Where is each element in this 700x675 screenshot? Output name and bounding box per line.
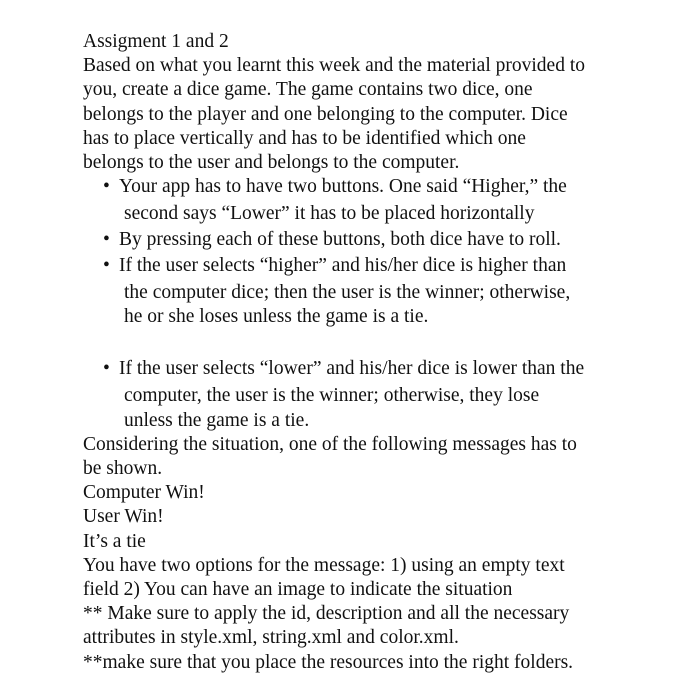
message-option: It’s a tie (83, 530, 146, 552)
intro-line: belongs to the user and belongs to the computer. (83, 151, 460, 173)
message-option: Computer Win! (83, 482, 205, 504)
bullet-text: Your app has to have two buttons. One said “Higher,” the (119, 176, 567, 198)
intro-line: you, create a dice game. The game contains two dice, one (83, 79, 533, 101)
intro-line: belongs to the player and one belonging to the computer. Dice (83, 103, 568, 125)
bullet-text: If the user selects “higher” and his/her dice is higher than (119, 254, 567, 276)
bullet-continuation: the computer dice; then the user is the winner; otherwise, (124, 281, 571, 303)
note-line: attributes in style.xml, string.xml and color.xml. (83, 627, 459, 649)
paragraph-gap (83, 329, 643, 354)
bullet-icon: • (103, 176, 110, 198)
body-line: be shown. (83, 458, 163, 479)
note-line: **make sure that you place the resources into the right folders. (83, 651, 574, 673)
bullet-item (99, 175, 659, 199)
bullet-item (99, 254, 659, 278)
bullet-text: If the user selects “lower” and his/her dice is lower than the (119, 358, 585, 380)
bullet-icon: • (103, 358, 110, 380)
bullet-continuation: he or she loses unless the game is a tie. (124, 306, 429, 328)
bullet-text: By pressing each of these buttons, both dice have to roll. (119, 228, 561, 250)
bullet-item (99, 228, 659, 252)
message-option: User Win! (83, 506, 164, 528)
bullet-continuation: second says “Lower” it has to be placed horizontally (124, 203, 535, 225)
intro-line: Based on what you learnt this week and the material provided to (83, 55, 585, 77)
bullet-icon: • (103, 254, 110, 276)
bullet-continuation: computer, the user is the winner; otherwise, they lose (124, 385, 540, 407)
body-line: You have two options for the message: 1) using an empty text (83, 554, 565, 576)
intro-line: has to place vertically and has to be identified which one (83, 127, 526, 149)
bullet-icon: • (103, 228, 110, 250)
body-line: Considering the situation, one of the following messages has to (83, 433, 577, 455)
assignment-text (83, 30, 643, 675)
bullet-continuation: unless the game is a tie. (124, 409, 310, 431)
note-line: ** Make sure to apply the id, description and all the necessary (83, 603, 570, 625)
bullet-item (99, 357, 659, 381)
document-title: Assigment 1 and 2 (83, 31, 229, 52)
body-line: field 2) You can have an image to indicate the situation (83, 578, 513, 600)
